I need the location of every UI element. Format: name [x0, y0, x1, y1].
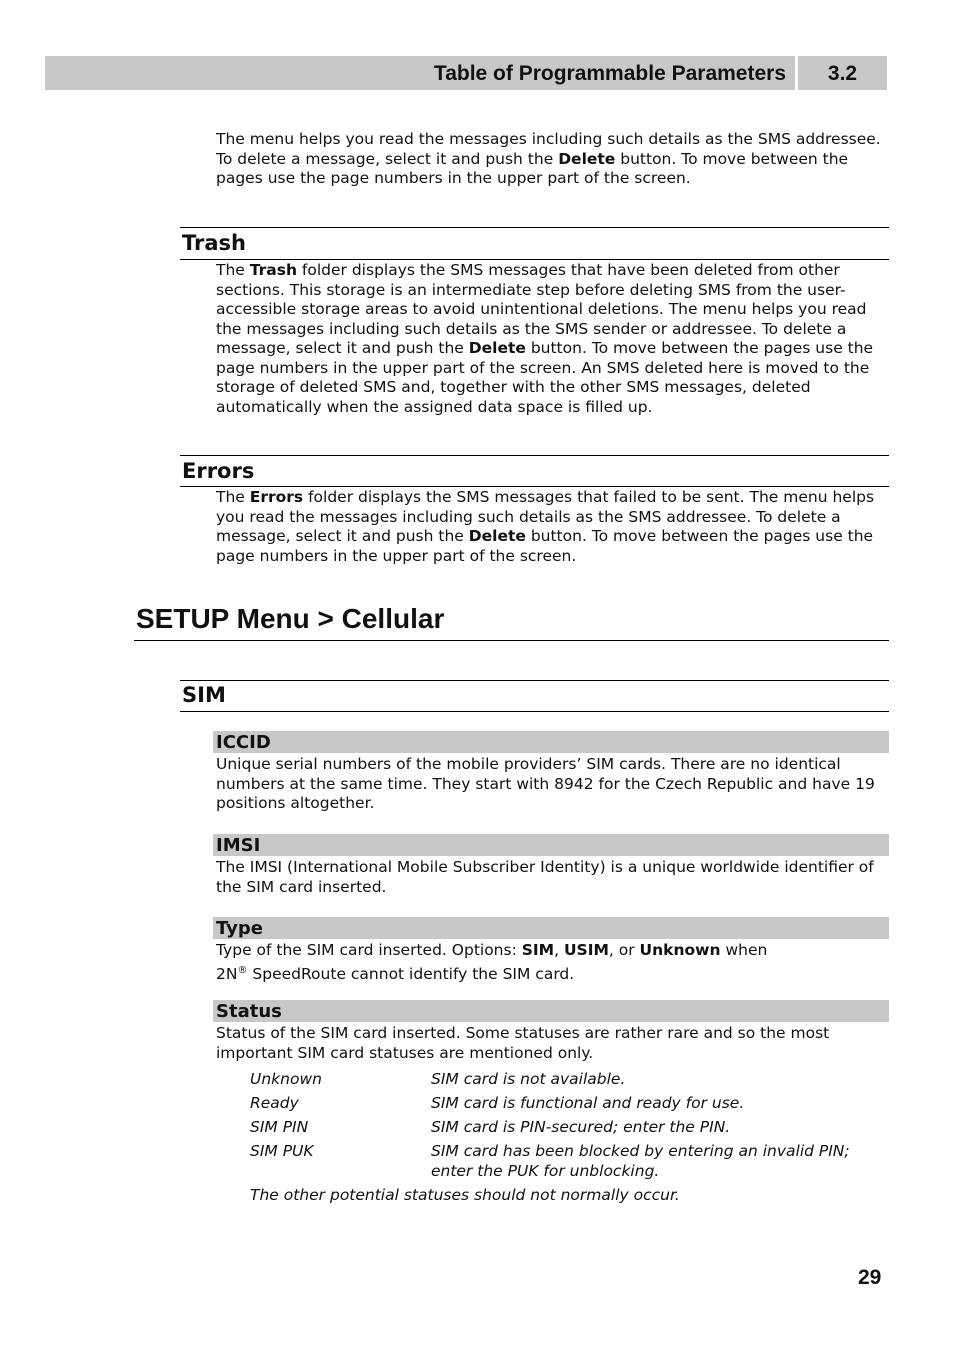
- type-paragraph: Type of the SIM card inserted. Options: SIM, USIM, or Unknown when 2N® SpeedRoute cannot identify the SIM card.: [216, 941, 768, 983]
- intro-paragraph: The menu helps you read the messages including such details as the SMS addressee. To delete a message, select it and push the Delete button. To move between the pages use the page numbers in the upper part of the screen.: [216, 130, 881, 187]
- trash-top-rule: [180, 227, 889, 228]
- status-desc: SIM card is PIN-secured; enter the PIN.: [431, 1118, 731, 1136]
- iccid-heading: ICCID: [216, 732, 271, 753]
- trash-heading: Trash: [182, 231, 246, 255]
- status-name: SIM PUK: [250, 1142, 314, 1160]
- trash-bottom-rule: [180, 259, 889, 260]
- sim-bottom-rule: [180, 711, 889, 712]
- status-heading: Status: [216, 1001, 282, 1022]
- setup-heading: SETUP Menu > Cellular: [136, 603, 445, 634]
- status-heading-bar: [213, 1000, 889, 1022]
- imsi-heading: IMSI: [216, 835, 261, 856]
- header-section-number: 3.2: [827, 62, 858, 85]
- sim-heading: SIM: [182, 683, 226, 707]
- type-heading-bar: [213, 917, 889, 939]
- imsi-paragraph: The IMSI (International Mobile Subscriber Identity) is a unique worldwide identifier of the SIM card inserted.: [216, 858, 874, 896]
- imsi-heading-bar: [213, 834, 889, 856]
- header-title: Table of Programmable Parameters: [433, 62, 786, 85]
- status-name: SIM PIN: [250, 1118, 309, 1136]
- iccid-paragraph: Unique serial numbers of the mobile providers’ SIM cards. There are no identical numbers at the same time. They start with 8942 for the Czech Republic and have 19 positions altogether.: [216, 755, 875, 812]
- status-desc: SIM card is not available.: [431, 1070, 626, 1088]
- errors-bottom-rule: [180, 486, 889, 487]
- status-name: Unknown: [250, 1070, 322, 1088]
- sim-top-rule: [180, 680, 889, 681]
- page-number: 29: [858, 1266, 882, 1289]
- status-desc: SIM card has been blocked by entering an invalid PIN; enter the PUK for unblocking.: [431, 1142, 850, 1180]
- errors-top-rule: [180, 455, 889, 456]
- status-desc: SIM card is functional and ready for use.: [431, 1094, 745, 1112]
- status-name: Ready: [250, 1094, 299, 1112]
- setup-rule: [134, 640, 889, 641]
- status-footer: The other potential statuses should not normally occur.: [250, 1186, 680, 1204]
- errors-paragraph: The Errors folder displays the SMS messages that failed to be sent. The menu helps you read the messages including such details as the SMS addressee. To delete a message, select it and push the Delete button. To move between the pages use the page numbers in the upper part of the screen.: [216, 488, 875, 565]
- trash-paragraph: The Trash folder displays the SMS messages that have been deleted from other sections. This storage is an intermediate step before deleting SMS from the user-accessible storage areas to avoid unintentional deletions. The menu helps you read the messages including such details as the SMS sender or addressee. To delete a message, select it and push the Delete button. To move between the pages use the page numbers in the upper part of the screen. An SMS deleted here is moved to the storage of deleted SMS and, together with the other SMS messages, deleted automatically when the assigned data space is filled up.: [216, 261, 874, 416]
- status-paragraph: Status of the SIM card inserted. Some statuses are rather rare and so the most important SIM card statuses are mentioned only.: [216, 1024, 830, 1062]
- errors-heading: Errors: [182, 459, 255, 483]
- iccid-heading-bar: [213, 731, 889, 753]
- type-heading: Type: [216, 918, 263, 939]
